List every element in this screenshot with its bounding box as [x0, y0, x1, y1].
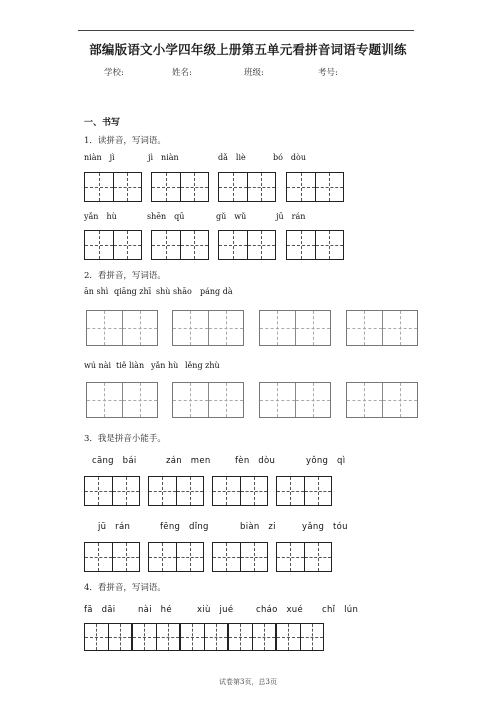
pinyin-label: jì niàn — [148, 153, 179, 162]
school-field-label: 学校: — [104, 68, 124, 78]
pinyin-label: lěng zhù — [185, 361, 220, 370]
writing-grid[interactable] — [148, 476, 204, 506]
pinyin-label: chǐ lún — [322, 605, 359, 615]
writing-grid[interactable] — [212, 542, 268, 572]
pinyin-label: shù shāo — [156, 287, 192, 296]
writing-grid[interactable] — [151, 230, 209, 260]
section-heading: 一、书写 — [84, 118, 121, 128]
class-field-label: 班级: — [244, 68, 264, 78]
writing-grid[interactable] — [172, 310, 244, 346]
writing-grid[interactable] — [346, 382, 418, 418]
writing-grid[interactable] — [172, 382, 244, 418]
writing-grid[interactable] — [276, 542, 332, 572]
pinyin-label: yǎn hù — [151, 361, 179, 370]
pinyin-label: niàn jì — [84, 153, 115, 162]
pinyin-label: fèn dòu — [235, 456, 276, 466]
pinyin-label: cháo xué — [256, 605, 304, 615]
pinyin-label: xiù jué — [197, 605, 234, 615]
writing-grid[interactable] — [259, 310, 331, 346]
pinyin-label: ān shì — [84, 287, 109, 296]
writing-grid[interactable] — [218, 230, 276, 260]
pinyin-label: biàn zi — [240, 522, 276, 532]
header-rule — [78, 30, 414, 31]
writing-grid[interactable] — [346, 310, 418, 346]
writing-grid[interactable] — [84, 623, 132, 651]
writing-grid[interactable] — [86, 382, 158, 418]
pinyin-label: yǎng tóu — [302, 522, 348, 532]
pinyin-label: tiě liàn — [116, 361, 145, 370]
writing-grid[interactable] — [132, 623, 180, 651]
writing-grid[interactable] — [286, 230, 344, 260]
page-title: 部编版语文小学四年级上册第五单元看拼音词语专题训练 — [89, 42, 407, 57]
pinyin-label: gǔ wǔ — [216, 212, 247, 221]
pinyin-label: wú nài — [84, 361, 112, 370]
page-footer: 试卷第3页，总3页 — [219, 678, 277, 686]
pinyin-label: jū rán — [98, 522, 131, 532]
writing-grid[interactable] — [180, 623, 228, 651]
writing-grid[interactable] — [84, 476, 140, 506]
writing-grid[interactable] — [86, 310, 158, 346]
exam-number-field-label: 考号: — [318, 68, 338, 78]
pinyin-label: fā dāi — [84, 605, 116, 615]
question-2-prompt: 2．看拼音，写词语。 — [84, 271, 166, 281]
writing-grid[interactable] — [84, 542, 140, 572]
name-field-label: 姓名: — [172, 68, 192, 78]
writing-grid[interactable] — [84, 230, 142, 260]
writing-grid[interactable] — [151, 172, 209, 202]
pinyin-label: fēng dǐng — [160, 522, 209, 532]
pinyin-label: cāng bái — [92, 456, 137, 466]
question-1-prompt: 1．读拼音，写词语。 — [84, 136, 166, 146]
writing-grid[interactable] — [286, 172, 344, 202]
writing-grid[interactable] — [259, 382, 331, 418]
writing-grid[interactable] — [84, 172, 142, 202]
writing-grid[interactable] — [148, 542, 204, 572]
writing-grid[interactable] — [212, 476, 268, 506]
pinyin-label: páng dà — [200, 287, 233, 296]
pinyin-label: jū rán — [276, 212, 306, 221]
question-4-prompt: 4．看拼音，写词语。 — [84, 583, 166, 593]
writing-grid[interactable] — [218, 172, 276, 202]
pinyin-label: yǒng qì — [306, 456, 346, 466]
pinyin-label: bó dòu — [273, 153, 307, 162]
pinyin-label: zán men — [166, 456, 211, 466]
writing-grid[interactable] — [276, 623, 324, 651]
question-3-prompt: 3．我是拼音小能手。 — [84, 434, 166, 444]
pinyin-label: dǎ liè — [218, 153, 246, 162]
pinyin-label: yǎn hù — [84, 212, 117, 221]
pinyin-label: qiāng zhī — [114, 287, 152, 296]
pinyin-label: nài hé — [138, 605, 172, 615]
writing-grid[interactable] — [276, 476, 332, 506]
writing-grid[interactable] — [228, 623, 276, 651]
pinyin-label: shēn qū — [147, 212, 185, 221]
